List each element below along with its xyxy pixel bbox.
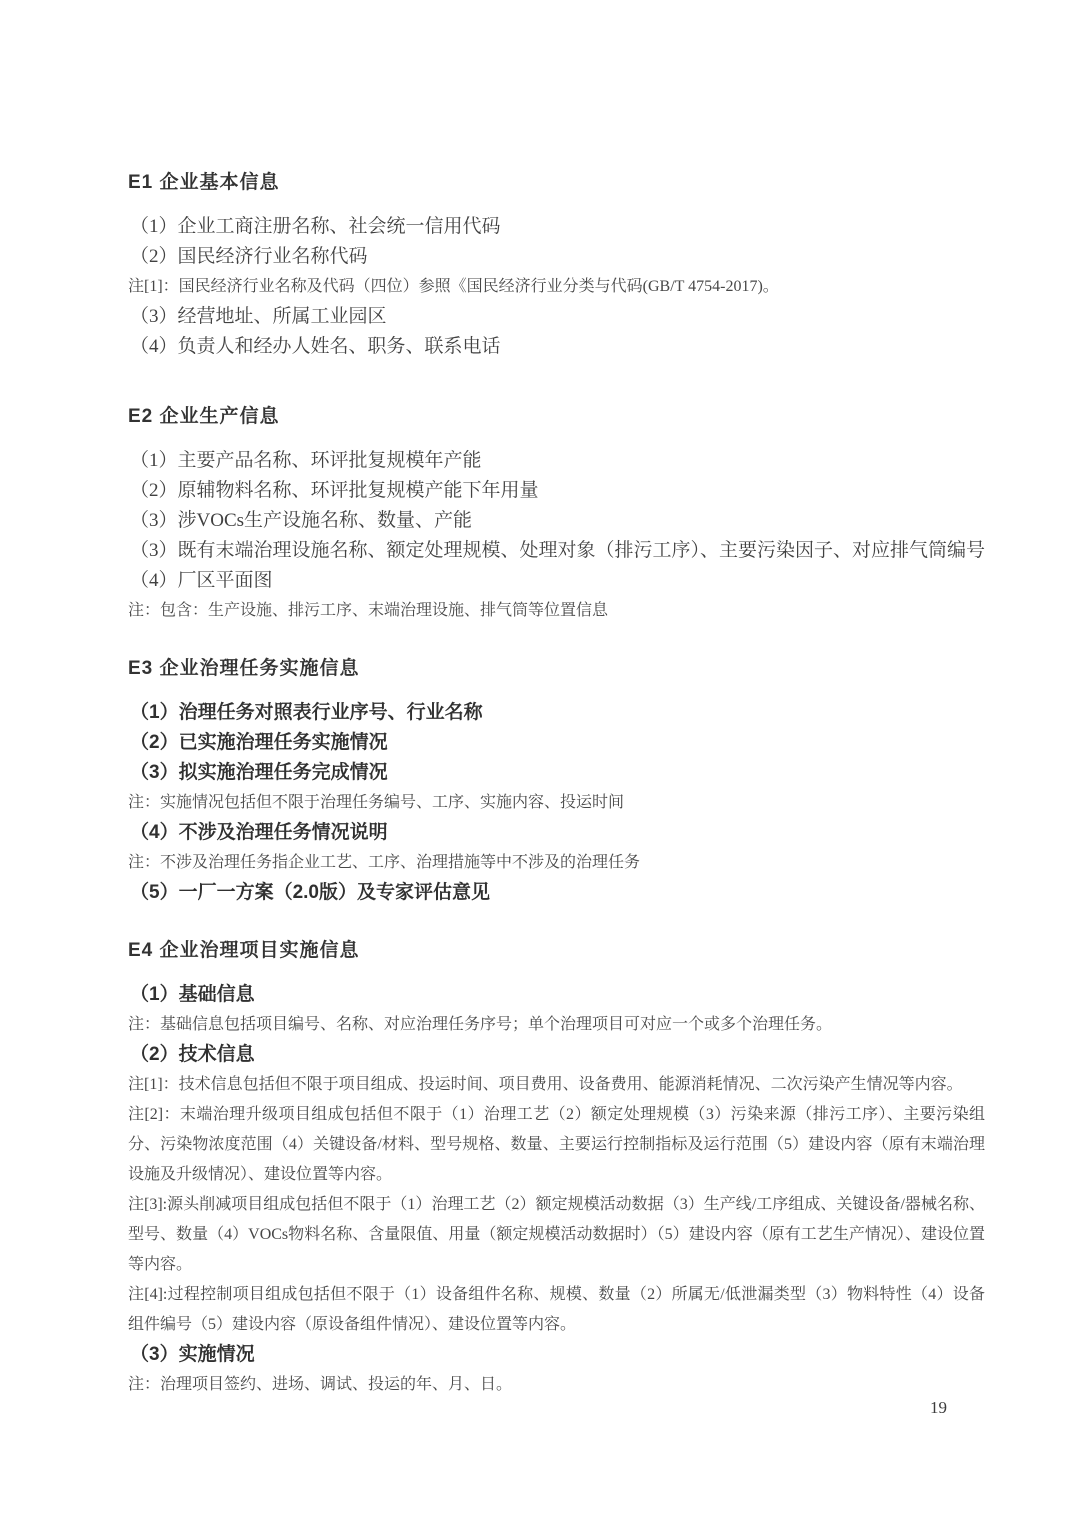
list-item: （2）国民经济行业名称代码	[130, 246, 368, 267]
note-text: 注：基础信息包括项目编号、名称、对应治理任务序号；单个治理项目可对应一个或多个治理任务。	[128, 1016, 833, 1033]
list-item: （4）厂区平面图	[130, 570, 273, 591]
section-heading-e4: E4 企业治理项目实施信息	[128, 940, 360, 961]
section-e2	[128, 404, 985, 626]
section-heading-e2: E2 企业生产信息	[128, 406, 280, 427]
list-item: （3）涉VOCs生产设施名称、数量、产能	[130, 510, 473, 531]
note-text: 注：实施情况包括但不限于治理任务编号、工序、实施内容、投运时间	[128, 794, 625, 811]
note-text: 注[4]:过程控制项目组成包括但不限于（1）设备组件名称、规模、数量（2）所属无/低泄漏类型（3）物料特性（4）设备组件编号（5）建设内容（原设备组件情况）、建设位置等内容。	[128, 1286, 985, 1333]
section-e1	[128, 170, 985, 362]
note-text: 注[1]：国民经济行业名称及代码（四位）参照《国民经济行业分类与代码(GB/T 4754-2017)。	[128, 278, 779, 295]
list-item: （5）一厂一方案（2.0版）及专家评估意见	[130, 882, 490, 903]
list-item: （3）实施情况	[130, 1344, 255, 1365]
list-item: （1）主要产品名称、环评批复规模年产能	[130, 450, 482, 471]
list-item: （4）负责人和经办人姓名、职务、联系电话	[130, 336, 501, 357]
list-item: （2）技术信息	[130, 1044, 255, 1065]
list-item: （3）既有末端治理设施名称、额定处理规模、处理对象（排污工序）、主要污染因子、对应排气筒编号	[130, 540, 986, 561]
section-heading-e3: E3 企业治理任务实施信息	[128, 658, 360, 679]
document-content	[128, 170, 985, 1400]
note-text: 注：不涉及治理任务指企业工艺、工序、治理措施等中不涉及的治理任务	[128, 854, 641, 871]
list-item: （2）原辅物料名称、环评批复规模产能下年用量	[130, 480, 539, 501]
note-text: 注[1]：技术信息包括但不限于项目组成、投运时间、项目费用、设备费用、能源消耗情况、二次污染产生情况等内容。	[128, 1076, 963, 1093]
list-item: （3）经营地址、所属工业园区	[130, 306, 387, 327]
section-e4	[128, 938, 985, 1400]
section-heading-e1: E1 企业基本信息	[128, 172, 280, 193]
note-text: 注[2]：末端治理升级项目组成包括但不限于（1）治理工艺（2）额定处理规模（3）污染来源（排污工序）、主要污染组分、污染物浓度范围（4）关键设备/材料、型号规格、数量、主要运行控制指标及运行范围（5）建设内容（原有末端治理设施及升级情况）、建设位置等内容。	[128, 1106, 985, 1183]
list-item: （4）不涉及治理任务情况说明	[130, 822, 388, 843]
list-item: （1）治理任务对照表行业序号、行业名称	[130, 702, 483, 723]
list-item: （1）基础信息	[130, 984, 255, 1005]
list-item: （3）拟实施治理任务完成情况	[130, 762, 388, 783]
note-text: 注：包含：生产设施、排污工序、末端治理设施、排气筒等位置信息	[128, 602, 609, 619]
note-text: 注：治理项目签约、进场、调试、投运的年、月、日。	[128, 1376, 513, 1393]
section-e3	[128, 656, 985, 908]
note-text: 注[3]:源头削减项目组成包括但不限于（1）治理工艺（2）额定规模活动数据（3）生产线/工序组成、关键设备/器械名称、型号、数量（4）VOCs物料名称、含量限值、用量（额定规模活动数据时）（5）建设内容（原有工艺生产情况）、建设位置等内容。	[128, 1196, 985, 1273]
list-item: （1）企业工商注册名称、社会统一信用代码	[130, 216, 501, 237]
page-number: 19	[930, 1398, 947, 1417]
list-item: （2）已实施治理任务实施情况	[130, 732, 388, 753]
